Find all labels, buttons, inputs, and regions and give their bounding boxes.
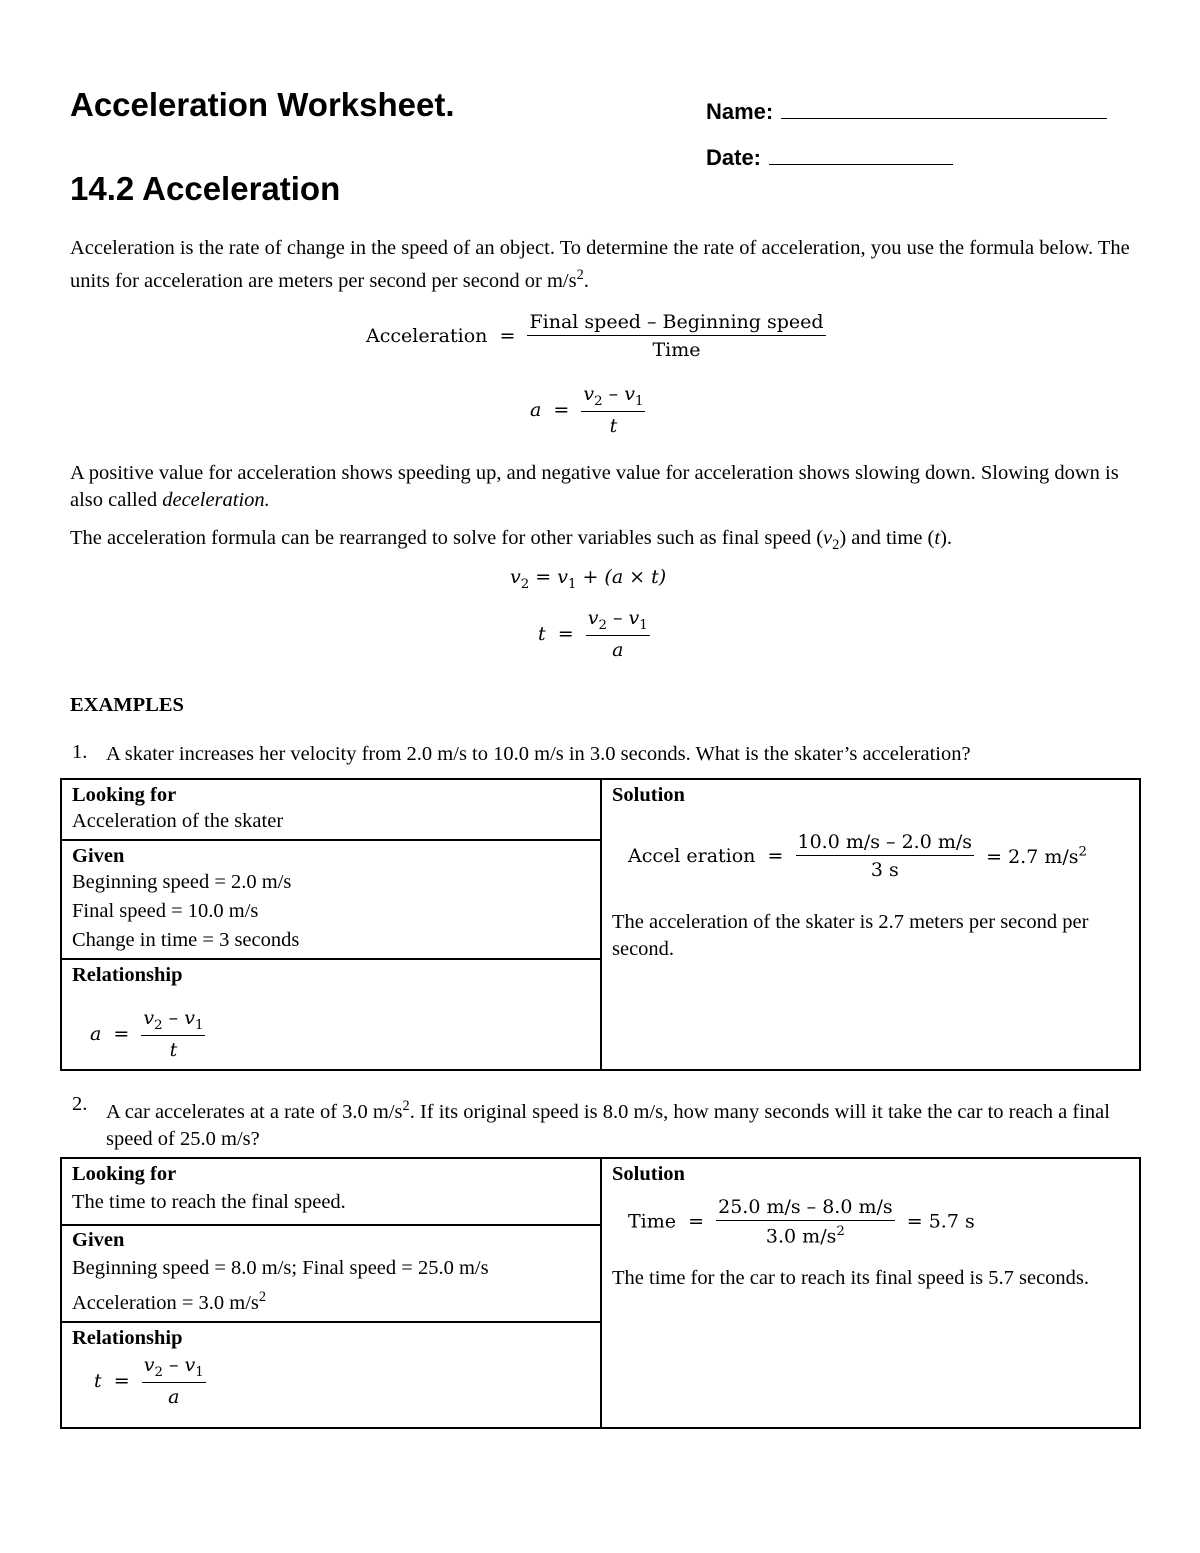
final-speed-formula: $v_2 = v_1 + (a \times t)$ — [510, 566, 667, 592]
example-2-table — [60, 1157, 1141, 1429]
solution-cell: Solution Accel eration = $\frac{10.0 m/s - 2.0 m/s}{3 s}$ = 2.7 $m/s^2$ The acceleration of the skater is 2.7 meters per second per second. — [612, 784, 1137, 963]
question-1-text: A skater increases her velocity from 2.0 m/s to 10.0 m/s in 3.0 seconds. What is the skater’s acceleration? — [106, 743, 971, 765]
looking-for-cell: Looking for The time to reach the final speed. — [72, 1163, 346, 1213]
question-2-number: 2. — [72, 1093, 88, 1115]
relationship-cell: Relationship a = $\frac{v_2 - v_1}{t}$ — [72, 964, 204, 1061]
name-field[interactable] — [706, 99, 1107, 125]
deceleration-paragraph: A positive value for acceleration shows speeding up, and negative value for acceleration shows slowing down. Slowing down is also called deceleration. — [70, 462, 1119, 511]
question-2-text: A car accelerates at a rate of 3.0 $m/s^2$. If its original speed is 8.0 m/s, how many seconds will it take the car to reach a final speed of 25.0 m/s? — [106, 1098, 1110, 1150]
example-1-table — [60, 778, 1141, 1071]
solution-2-equation: Time = $\frac{25.0 m/s - 8.0 m/s}{3.0 m/s^2}$ = 5.7 s — [628, 1196, 975, 1248]
date-label: Date: — [706, 145, 762, 170]
relationship-cell: Relationship t = $\frac{v_2 - v_1}{a}$ — [72, 1327, 204, 1408]
name-line[interactable] — [781, 100, 1107, 119]
solution-1-equation: Accel eration = $\frac{10.0 m/s - 2.0 m/s}{3 s}$ = 2.7 $m/s^2$ — [628, 831, 1087, 881]
worksheet-title: Acceleration Worksheet. — [70, 86, 455, 123]
given-cell: Given Beginning speed = 8.0 m/s; Final speed = 25.0 m/s Acceleration = 3.0 $m/s^2$ — [72, 1229, 489, 1314]
intro-paragraph: Acceleration is the rate of change in the speed of an object. To determine the rate of acceleration, you use the formula below. The units for acceleration are meters per second per second or $m/s^2$. — [70, 237, 1130, 292]
acceleration-formula-words: Acceleration = $\frac{\text{Final speed – Beginning speed}}{\text{Time}}$ — [366, 311, 824, 361]
rearrange-paragraph: The acceleration formula can be rearranged to solve for other variables such as final speed $(v_2)$ and time (t). — [70, 527, 953, 554]
time-formula: t = $\frac{v_2 - v_1}{a}$ — [538, 607, 648, 661]
given-cell: Given Beginning speed = 2.0 m/s Final speed = 10.0 m/s Change in time = 3 seconds — [72, 845, 300, 951]
date-line[interactable] — [769, 146, 953, 165]
date-field[interactable] — [706, 145, 953, 171]
acceleration-formula-symbols: a = $\frac{v_2 - v_1}{t}$ — [530, 383, 644, 437]
name-label: Name: — [706, 99, 774, 124]
solution-cell: Solution Time = $\frac{25.0 m/s - 8.0 m/s}{3.0 m/s^2}$ = 5.7 s The time for the car to reach its final speed is 5.7 seconds. — [612, 1163, 1137, 1292]
question-1-number: 1. — [72, 741, 88, 763]
section-title: 14.2 Acceleration — [70, 170, 341, 207]
looking-for-cell: Looking for Acceleration of the skater — [72, 784, 284, 832]
examples-heading: EXAMPLES — [70, 694, 184, 716]
